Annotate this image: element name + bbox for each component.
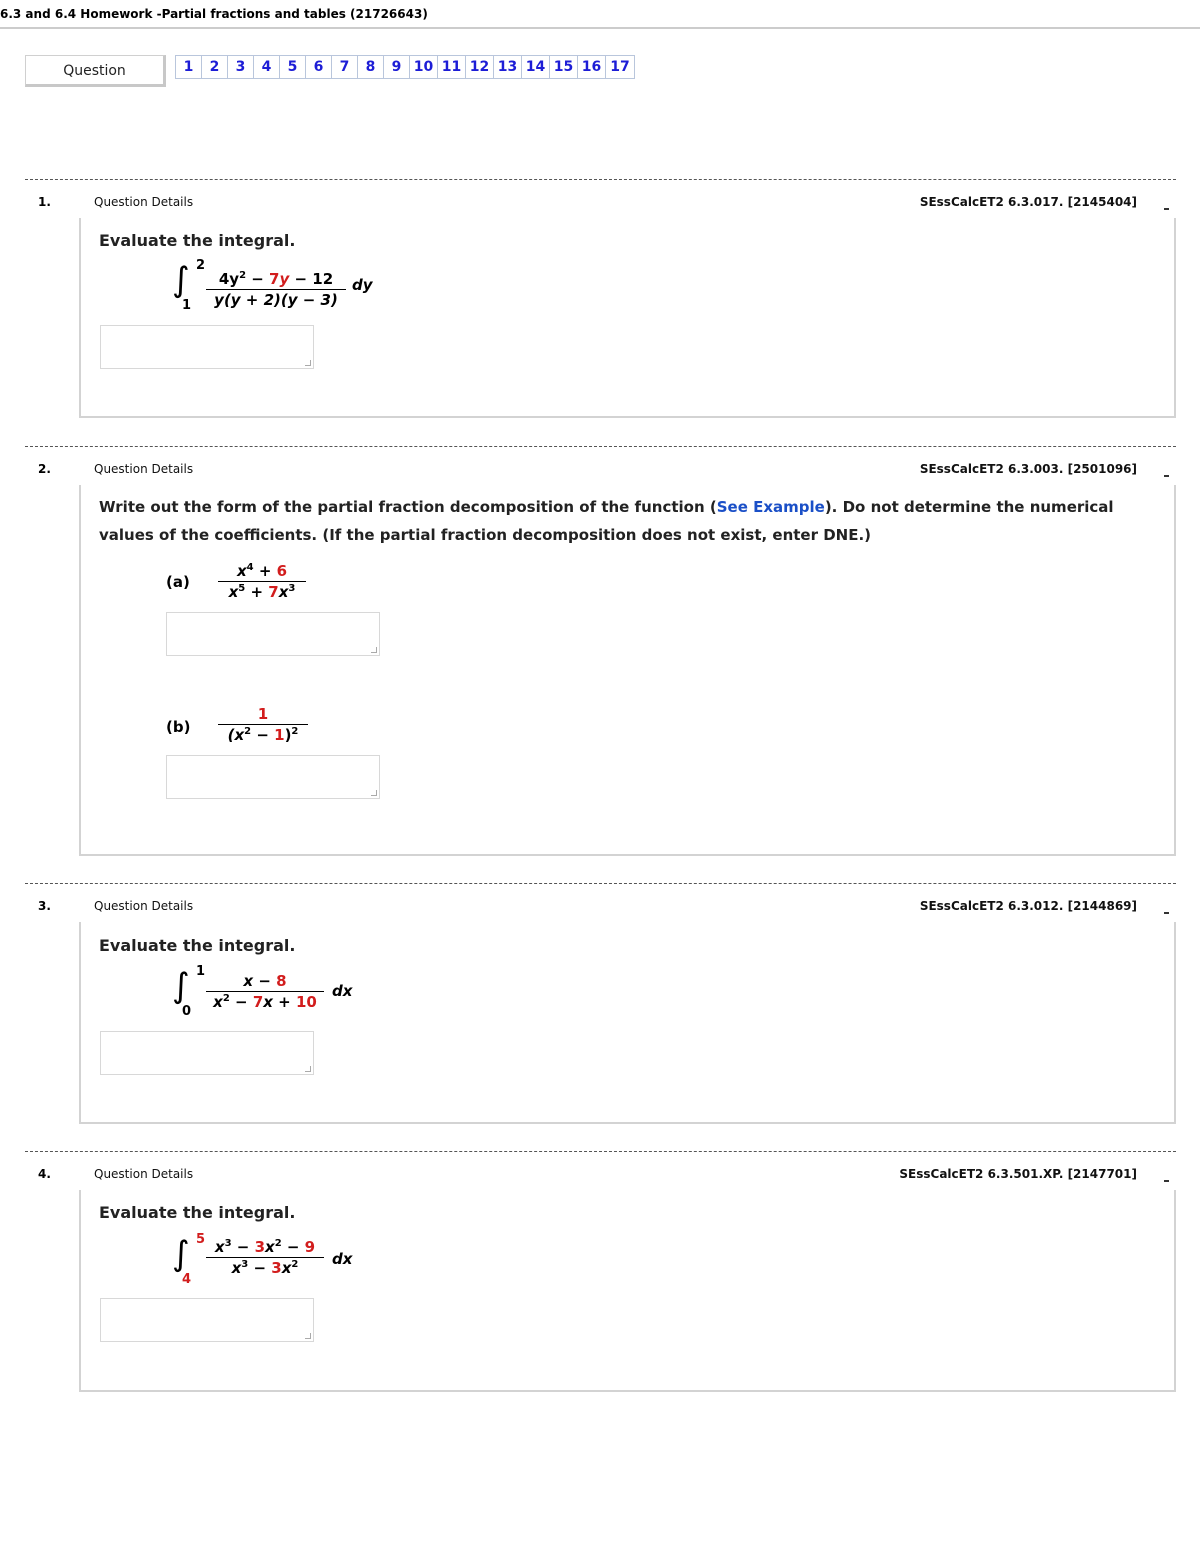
- part-label: (a): [166, 573, 190, 591]
- question-status-dash: [1164, 208, 1169, 210]
- integral-expression: [170, 964, 370, 1024]
- question-link[interactable]: 14: [522, 56, 550, 78]
- answer-input[interactable]: [100, 1298, 314, 1342]
- denominator: $(x^2 - 1)^2$: [227, 726, 299, 744]
- denominator: y(y + 2)(y − 3): [214, 291, 338, 309]
- numerator: 1: [257, 705, 269, 723]
- question-details-label: Question Details: [94, 195, 194, 209]
- question-link[interactable]: 4: [254, 56, 280, 78]
- numerator: $4y^2 - 7y - 12$: [218, 270, 334, 288]
- question-divider: [25, 179, 1176, 180]
- fraction-bar: [206, 289, 346, 290]
- part-a-answer-input[interactable]: [166, 612, 380, 656]
- differential: dx: [332, 982, 353, 1000]
- lower-limit: 4: [182, 1272, 192, 1287]
- integral-sign: ∫: [172, 260, 190, 300]
- question-link[interactable]: 6: [306, 56, 332, 78]
- question-link[interactable]: 7: [332, 56, 358, 78]
- answer-input[interactable]: [100, 325, 314, 369]
- integral-sign: ∫: [172, 1234, 190, 1274]
- question-link[interactable]: 9: [384, 56, 410, 78]
- question-divider: [25, 446, 1176, 447]
- integrand-fraction: [206, 270, 346, 309]
- question-link[interactable]: 12: [466, 56, 494, 78]
- question-link[interactable]: 8: [358, 56, 384, 78]
- fraction-bar: [206, 991, 324, 992]
- assignment-title: 6.3 and 6.4 Homework -Partial fractions and tables (21726643): [0, 7, 428, 21]
- part-label: (b): [166, 718, 191, 736]
- question-status-dash: [1164, 912, 1169, 914]
- fraction-bar: [218, 581, 306, 582]
- question-number: 3.: [38, 899, 51, 913]
- question-details-label: Question Details: [94, 899, 194, 913]
- question-divider: [25, 1151, 1176, 1152]
- see-example-link[interactable]: See Example: [716, 498, 825, 516]
- lower-limit: 1: [182, 298, 192, 313]
- question-status-dash: [1164, 475, 1169, 477]
- question-tab[interactable]: Question: [25, 55, 166, 87]
- question-link[interactable]: 11: [438, 56, 466, 78]
- question-link[interactable]: 10: [410, 56, 438, 78]
- question-link[interactable]: 15: [550, 56, 578, 78]
- numerator: $x^4 + 6$: [236, 562, 288, 580]
- question-number: 2.: [38, 462, 51, 476]
- integral-sign: ∫: [172, 966, 190, 1006]
- function-fraction: [218, 562, 306, 601]
- question-number-nav: [175, 55, 635, 79]
- question-prompt: Evaluate the integral.: [99, 231, 296, 250]
- question-prompt: Evaluate the integral.: [99, 936, 296, 955]
- upper-limit: 2: [196, 258, 206, 273]
- question-prompt: Write out the form of the partial fraction decomposition of the function (See Example). Do not determine the numerical values of the coefficients. (If the partial fraction decomposition does not exist, enter DNE.): [99, 498, 1114, 544]
- question-prompt: Evaluate the integral.: [99, 1203, 296, 1222]
- differential: dy: [352, 276, 373, 294]
- question-reference: SEssCalcET2 6.3.012. [2144869]: [919, 899, 1137, 913]
- denominator: $x^3 - 3x^2$: [231, 1259, 299, 1277]
- question-number: 1.: [38, 195, 51, 209]
- upper-limit: 5: [196, 1232, 206, 1247]
- lower-limit: 0: [182, 1004, 192, 1019]
- part-a-expression: [218, 562, 308, 606]
- question-details-label: Question Details: [94, 1167, 194, 1181]
- differential: dx: [332, 1250, 353, 1268]
- integrand-fraction: [206, 1238, 324, 1277]
- question-details-label: Question Details: [94, 462, 194, 476]
- fraction-bar: [206, 1257, 324, 1258]
- part-b-answer-input[interactable]: [166, 755, 380, 799]
- function-fraction: [218, 705, 308, 744]
- denominator: $x^2 - 7x + 10$: [213, 993, 317, 1011]
- part-b-expression: [218, 705, 310, 751]
- question-link[interactable]: 16: [578, 56, 606, 78]
- question-link[interactable]: 17: [610, 59, 630, 75]
- question-number: 4.: [38, 1167, 51, 1181]
- title-divider: [0, 27, 1200, 29]
- question-link[interactable]: 5: [280, 56, 306, 78]
- denominator: $x^5 + 7x^3$: [228, 583, 296, 601]
- question-link[interactable]: 2: [202, 56, 228, 78]
- question-reference: SEssCalcET2 6.3.017. [2145404]: [919, 195, 1137, 209]
- question-reference: SEssCalcET2 6.3.501.XP. [2147701]: [899, 1167, 1137, 1181]
- fraction-bar: [218, 724, 308, 725]
- answer-input[interactable]: [100, 1031, 314, 1075]
- numerator: $x^3 - 3x^2 - 9$: [214, 1238, 316, 1256]
- integral-expression: [170, 258, 390, 318]
- integral-expression: [170, 1232, 370, 1292]
- integrand-fraction: [206, 972, 324, 1011]
- question-reference: SEssCalcET2 6.3.003. [2501096]: [919, 462, 1137, 476]
- question-link[interactable]: 13: [494, 56, 522, 78]
- upper-limit: 1: [196, 964, 206, 979]
- question-status-dash: [1164, 1180, 1169, 1182]
- question-link[interactable]: 3: [228, 56, 254, 78]
- numerator: x − 8: [243, 972, 287, 990]
- question-link[interactable]: 1: [176, 56, 202, 78]
- question-divider: [25, 883, 1176, 884]
